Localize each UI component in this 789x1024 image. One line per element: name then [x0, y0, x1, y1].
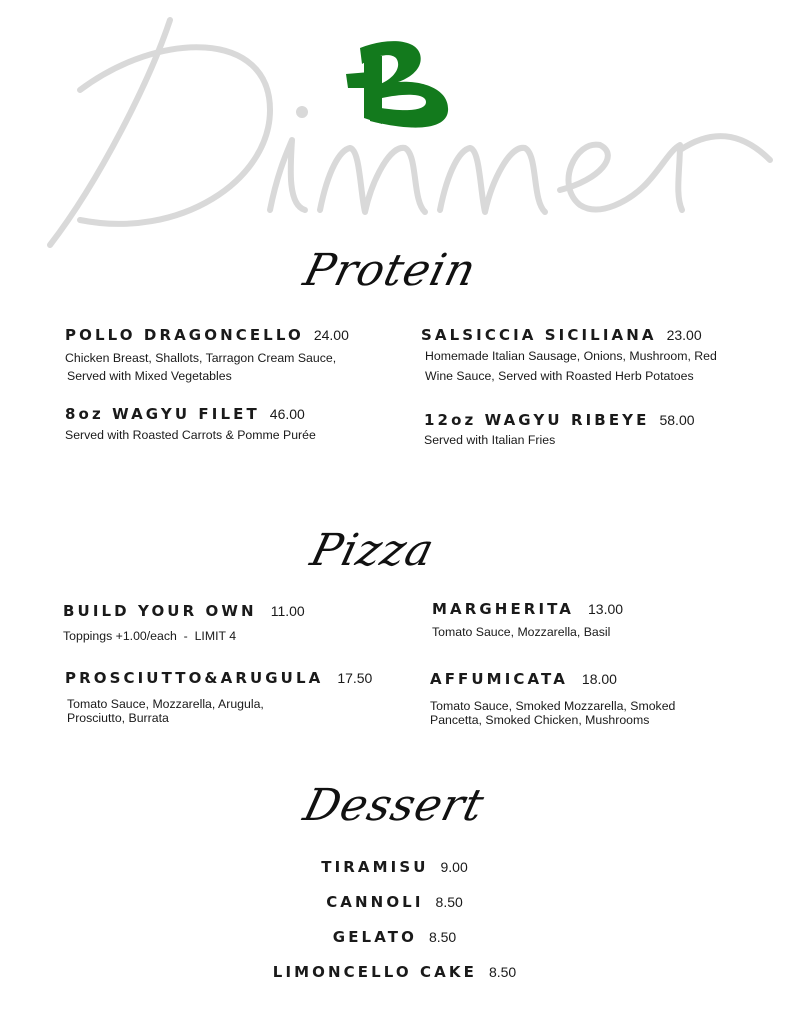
dish-price: 8.50 [435, 894, 463, 910]
dish-price: 11.00 [270, 603, 305, 619]
menu-item [63, 602, 305, 646]
dish-name: CANNOLI [326, 893, 424, 911]
dish-name: LIMONCELLO CAKE [272, 963, 477, 981]
dish-name: POLLO DRAGONCELLO [65, 326, 304, 344]
dish-description: Pancetta, Smoked Chicken, Mushrooms [430, 713, 650, 727]
menu-item [0, 963, 789, 981]
dish-name: PROSCIUTTO&ARUGULA [65, 669, 324, 687]
dish-price: 24.00 [313, 327, 349, 343]
menu-item [0, 858, 789, 876]
dish-description: Tomato Sauce, Smoked Mozzarella, Smoked [430, 699, 676, 713]
menu-item [430, 670, 675, 727]
dish-price: 46.00 [269, 406, 305, 422]
menu-item [65, 405, 316, 445]
dish-price: 23.00 [666, 327, 702, 343]
menu-item [65, 669, 372, 725]
dish-price: 13.00 [588, 601, 624, 617]
dish-name: BUILD YOUR OWN [63, 602, 257, 620]
dish-price: 9.00 [440, 859, 468, 875]
dish-name: GELATO [332, 928, 417, 946]
menu-item [0, 893, 789, 911]
section-title-dessert: Dessert [298, 780, 490, 831]
menu-item [424, 411, 695, 450]
dish-price: 8.50 [428, 929, 457, 945]
dish-price: 17.50 [337, 670, 373, 686]
dish-description: Served with Italian Fries [424, 433, 556, 447]
dish-name: AFFUMICATA [430, 670, 568, 688]
dish-description: Wine Sauce, Served with Roasted Herb Potatoes [425, 369, 694, 383]
menu-item [421, 326, 717, 386]
dish-description: Chicken Breast, Shallots, Tarragon Cream Sauce, [65, 351, 337, 365]
dish-name: 8oz WAGYU FILET [65, 405, 260, 423]
dish-name: SALSICCIA SICILIANA [421, 326, 657, 344]
dish-price: 58.00 [659, 412, 695, 428]
menu-item [65, 326, 349, 386]
dish-description: Served with Roasted Carrots & Pomme Purée [65, 428, 316, 442]
menu-item [432, 600, 623, 642]
dish-description: Homemade Italian Sausage, Onions, Mushroom, Red [425, 349, 717, 363]
menu-item [0, 928, 789, 946]
section-title-pizza: Pizza [305, 525, 440, 576]
section-title-protein: Protein [298, 245, 482, 296]
dish-name: 12oz WAGYU RIBEYE [424, 411, 650, 429]
dish-price: 18.00 [581, 671, 617, 687]
dish-description: Tomato Sauce, Mozzarella, Basil [432, 625, 611, 639]
dish-name: MARGHERITA [432, 600, 575, 618]
dish-price: 8.50 [488, 964, 517, 980]
dish-description: Served with Mixed Vegetables [67, 369, 232, 383]
dish-description: Tomato Sauce, Mozzarella, Arugula, [67, 697, 264, 711]
dish-name: TIRAMISU [321, 858, 429, 876]
dish-description: Prosciutto, Burrata [67, 711, 169, 725]
restaurant-logo [340, 36, 455, 136]
dish-description: Toppings +1.00/each - LIMIT 4 [63, 629, 237, 643]
